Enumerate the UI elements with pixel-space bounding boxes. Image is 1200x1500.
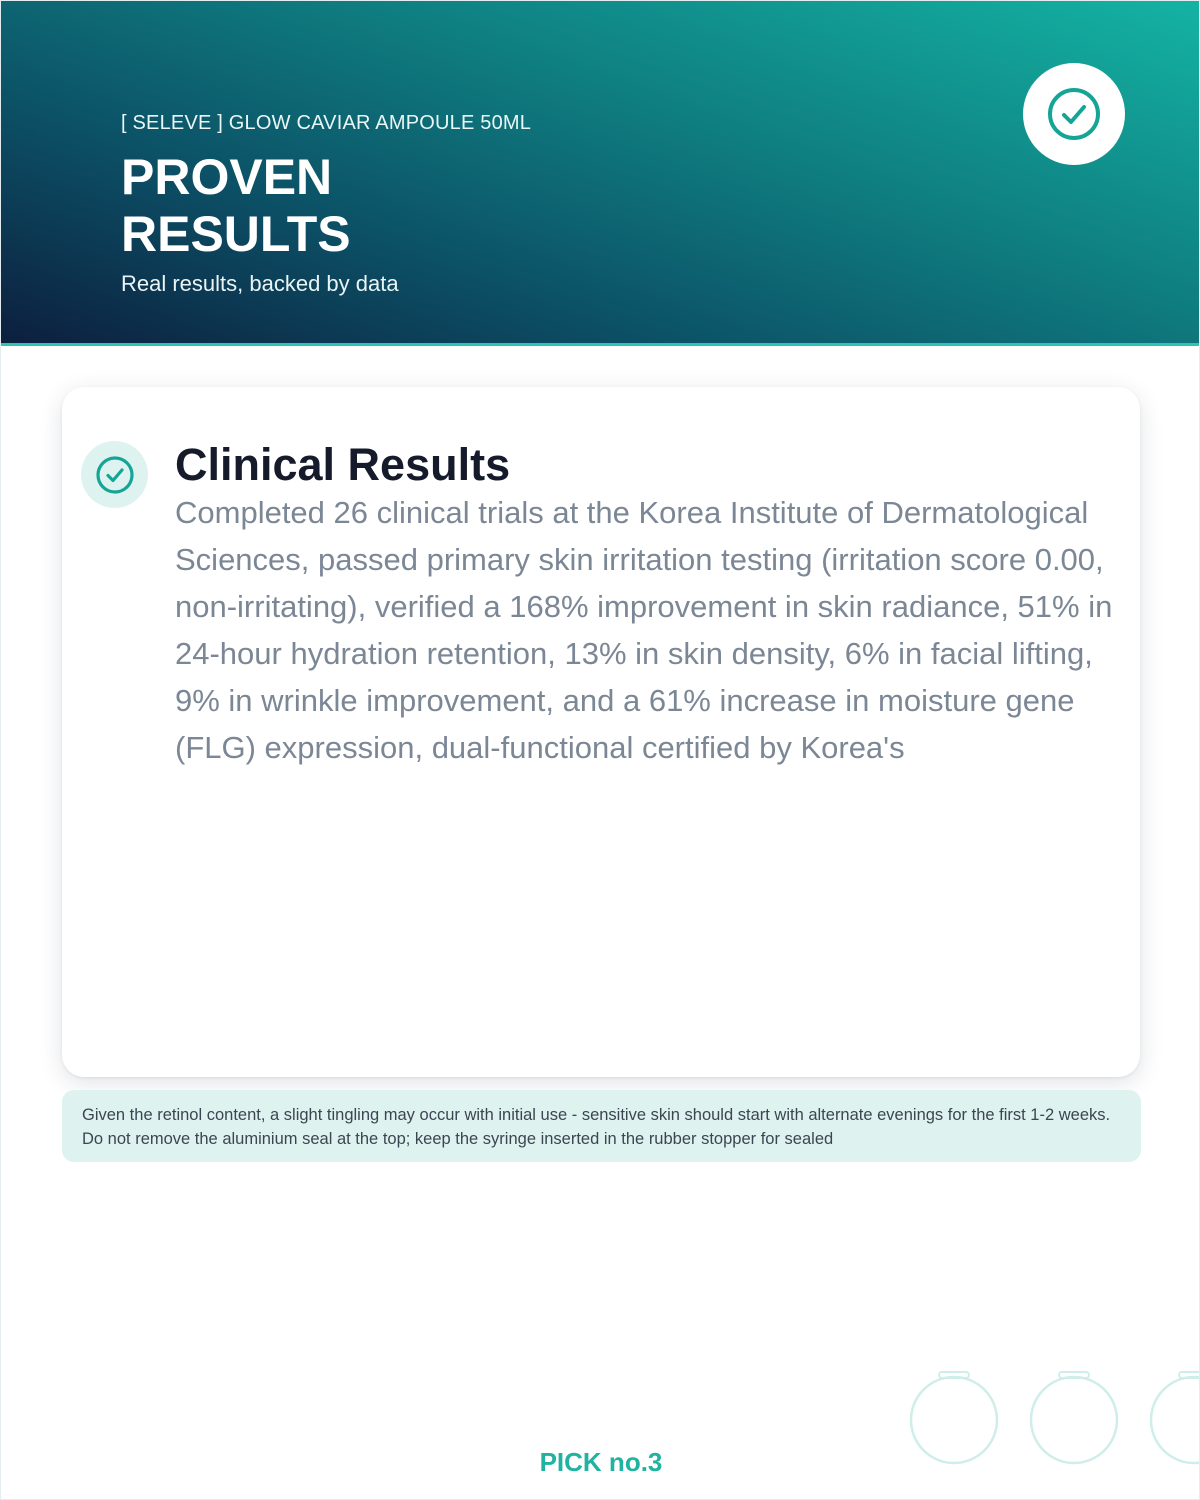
card-icon-badge: [81, 441, 148, 508]
product-name: [ SELEVE ] GLOW CAVIAR AMPOULE 50ML: [121, 112, 532, 134]
page-title: [121, 149, 621, 263]
check-circle-icon: [1046, 86, 1102, 142]
card-title: Clinical Results: [175, 439, 511, 490]
usage-notice: Given the retinol content, a slight tingling may occur with initial use - sensitive skin should start with alternate evenings for the first 1-2 weeks. Do not remove the aluminium seal at the top; keep the syringe inserted in the rubber stopper for sealed: [62, 1090, 1141, 1162]
clinical-results-card: [62, 387, 1140, 1077]
page-title-line-2: RESULTS: [121, 206, 351, 262]
page-subtitle: Real results, backed by data: [121, 271, 399, 296]
verified-badge: [1023, 63, 1125, 165]
page-title-line-1: PROVEN: [121, 149, 333, 205]
hero-header: [1, 1, 1200, 346]
pick-number-label: PICK no.3: [539, 1447, 663, 1477]
card-body-text: Completed 26 clinical trials at the Korea Institute of Dermatological Sciences, passed primary skin irritation testing (irritation score 0.00, non-irritating), verified a 168% improvement in skin radiance, 51% in 24-hour hydration retention, 13% in skin density, 6% in facial lifting, 9% in wrinkle improvement, and a 61% increase in moisture gene (FLG) expression, dual-functional certified by Korea's: [175, 495, 1113, 765]
check-circle-icon: [95, 455, 135, 495]
